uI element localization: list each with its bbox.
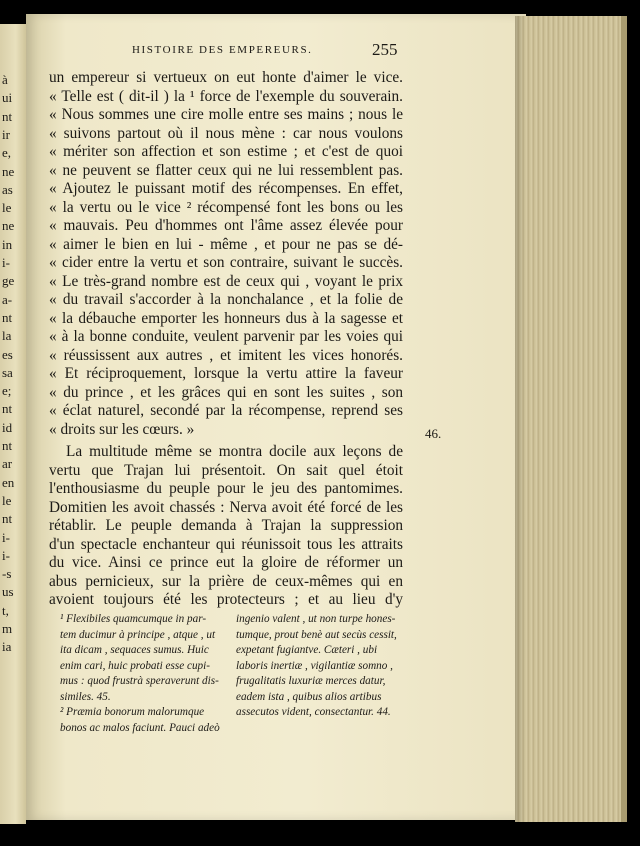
body-line: « mauvais. Peu d'hommes ont l'âme assez élevée pour	[49, 217, 403, 234]
left-page-fragment: ge	[2, 273, 15, 289]
body-line: « du prince , et les grâces qui en sont les suites , son	[49, 383, 403, 401]
body-line: « droits sur les cœurs. »	[49, 420, 195, 438]
left-page-fragment: nt	[2, 309, 13, 325]
left-page-fragment: a-	[2, 291, 13, 307]
footnote-line: mus : quod frustrà speraverunt dis-	[60, 675, 219, 687]
left-page-fragment: in	[2, 236, 13, 252]
left-page-fragment: m	[2, 621, 13, 636]
footnote-line: tumque, prout benè aut secùs cessit,	[236, 628, 397, 641]
left-page-edge	[0, 24, 26, 824]
footnote-line: ita dicam , sequaces sumus. Huic	[60, 644, 209, 656]
body-line: « mériter son affection et son estime ; et c'est de quoi	[49, 143, 403, 160]
body-line: vertu que Trajan lui présentoit. On sait quel étoit	[49, 461, 403, 479]
left-page-fragment: ir	[2, 126, 10, 142]
body-line: La multitude même se montra docile aux leçons de	[66, 443, 403, 460]
left-page-fragment: sa	[2, 364, 13, 380]
body-line: rétablir. Le peuple demanda à Trajan la suppression	[49, 517, 403, 534]
body-line: abus pernicieux, sur la prière de ceux-mêmes qui en	[49, 572, 403, 590]
left-page-fragment: la	[2, 328, 12, 344]
left-page-fragment: ne	[2, 218, 15, 234]
body-line: « Ajoutez le puissant motif des récompenses. En effet,	[49, 180, 403, 197]
left-page-fragment: nt	[2, 511, 13, 527]
body-line: « éclat naturel, secondé par la récompense, reprend ses	[49, 402, 403, 419]
body-line: « la vertu ou le vice ² récompensé font les bons ou les	[49, 198, 403, 216]
left-page-fragment: à	[2, 72, 8, 87]
left-page-fragment: ia	[2, 639, 12, 655]
footnote-line: bonos ac malos faciunt. Pauci adeò	[60, 721, 220, 734]
body-line: Domitien les avoit chassés : Nerva avoit été forcé de les	[49, 498, 403, 516]
left-page-fragment: le	[2, 200, 12, 216]
left-page-fragment: e,	[2, 145, 12, 161]
body-line: « à la bonne conduite, veulent parvenir par les voies qui	[49, 328, 403, 345]
body-line: « Et réciproquement, lorsque la vertu attire la faveur	[49, 365, 403, 382]
footnote-line: assecutos vident, consectantur. 44.	[236, 706, 391, 718]
footnote-line: tem ducimur à principe , atque , ut	[60, 628, 216, 641]
body-line: « Le très-grand nombre est de ceux qui , voyant le prix	[49, 272, 403, 290]
left-page-fragment: e;	[2, 383, 12, 399]
margin-number: 46.	[425, 426, 442, 441]
body-line: l'enthousiasme du peuple pour le jeu des pantomimes.	[49, 480, 403, 497]
footnote-line: ² Præmia bonorum malorumque	[60, 706, 205, 718]
left-page-fragment: nt	[2, 401, 13, 417]
body-line: « la débauche emporter les honneurs dus à la sagesse et	[49, 309, 403, 327]
body-line: du vice. Ainsi ce prince eut la gloire de réformer un	[49, 554, 403, 571]
body-line: « réussissent aux autres , et imitent les vices honorés.	[49, 346, 403, 364]
left-page-fragment: ne	[2, 163, 15, 179]
left-page-fragment: -s	[2, 566, 12, 582]
left-page-fragment: le	[2, 492, 12, 508]
left-page-fragment: en	[2, 474, 15, 490]
left-page-fragment: t,	[2, 602, 9, 618]
body-line: d'un spectacle enchanteur qui réunissoit tous les attraits	[49, 535, 403, 553]
body-line: « suivons partout où il nous mène : car nous voulons	[49, 124, 403, 142]
left-page-fragment: es	[2, 346, 13, 362]
footnote-line: ¹ Flexibiles quamcumque in par-	[60, 613, 207, 625]
left-page-fragment: id	[2, 419, 13, 435]
left-page-fragment: nt	[2, 438, 13, 453]
left-page-fragment: as	[2, 181, 13, 197]
body-line: « aimer le bien en lui - même , et pour ne pas se dé-	[49, 235, 403, 253]
left-page-fragment: nt	[2, 108, 13, 124]
page-number: 255	[372, 40, 398, 59]
body-line: « ne peuvent se flatter ceux qui ne lui ressemblent pas.	[49, 161, 403, 179]
left-page-fragment: ui	[2, 90, 13, 106]
left-page-fragment: i-	[2, 255, 10, 270]
footnote-line: frugalitatis luxuriæ merces datur,	[236, 675, 386, 687]
left-page-fragment: ar	[2, 456, 13, 472]
body-line: « cider entre la vertu et son contraire, suivant le succès.	[49, 254, 403, 271]
footnote-line: similes. 45.	[60, 690, 111, 703]
running-head: HISTOIRE DES EMPEREURS.	[132, 44, 313, 56]
left-page-fragment: us	[2, 584, 14, 600]
body-line: « du travail s'accorder à la nonchalance , et la folie de	[49, 291, 403, 308]
body-line: un empereur si vertueux on eut honte d'aimer le vice.	[49, 69, 403, 86]
footnote-line: laboris inertiæ , vigilantiæ somno ,	[236, 659, 393, 672]
footnote-line: eadem ista , quibus alios artibus	[236, 690, 382, 703]
left-page-fragment: i-	[2, 529, 10, 545]
gutter-shadow	[515, 16, 525, 822]
left-page-fragment: i-	[2, 547, 10, 563]
footnote-line: expetant fugiantve. Cæteri , ubi	[236, 644, 378, 656]
body-line: avoient toujours été les protecteurs ; et au lieu d'y	[49, 591, 403, 608]
body-line: « Telle est ( dit-il ) la ¹ force de l'exemple du souverain.	[49, 87, 403, 105]
footnote-line: ingenio valent , ut non turpe hones-	[236, 613, 396, 625]
footnote-line: enim cari, huic probati esse cupi-	[60, 659, 210, 672]
body-line: « Nous sommes une cire molle entre ses mains ; nous le	[49, 106, 403, 123]
page-block-edge	[515, 16, 627, 822]
